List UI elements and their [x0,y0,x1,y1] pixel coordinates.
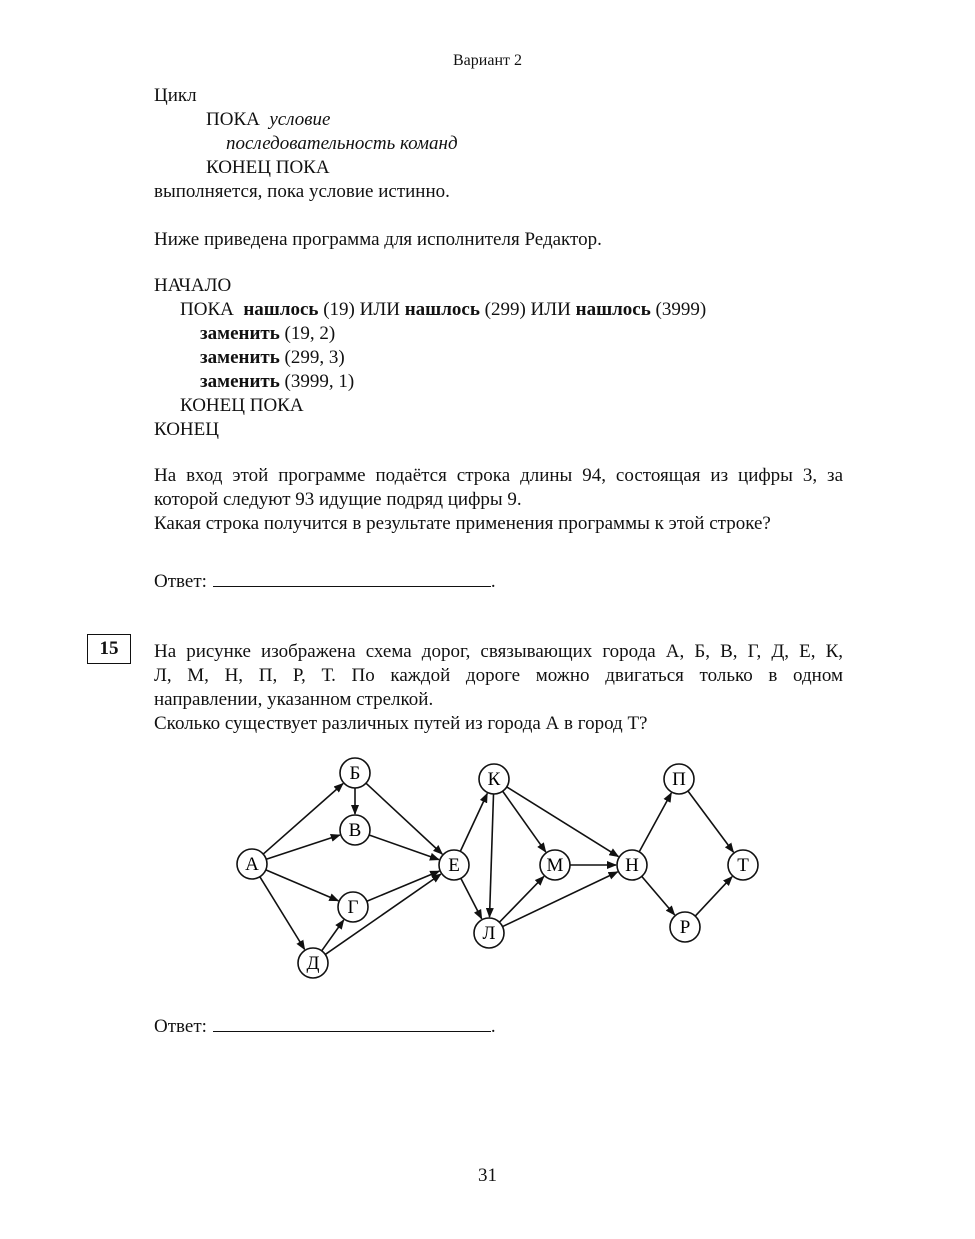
node-label: Т [737,855,749,876]
replace-args-1: (19, 2) [284,323,336,344]
task14-question: Какая строка получится в результате применения программы к этой строке? [154,513,771,534]
node-М [540,850,570,880]
variant-label: Вариант 2 [453,52,522,69]
task15-line-2: Л, М, Н, П, Р, Т. По каждой дороге можно двигаться только в одном [154,665,843,686]
found-1: нашлось [243,299,319,320]
edge-Е-Л [461,878,482,918]
or-2: ИЛИ [530,299,571,320]
task15-line-3: направлении, указанном стрелкой. [154,689,434,710]
replace-kw-2: заменить [200,347,280,368]
node-Н [617,850,647,880]
node-label: Л [482,923,496,944]
while-keyword: ПОКА [206,109,260,130]
task-number-box: 15 [87,634,131,664]
found-arg-3: (3999) [655,299,707,320]
node-Г [338,892,368,922]
edge-Г-Е [367,871,439,901]
edge-А-Г [266,870,338,901]
edge-Р-Т [695,877,732,916]
found-3: нашлось [575,299,651,320]
edge-В-Е [369,835,439,860]
node-label: М [546,855,564,876]
node-label: Б [349,763,361,784]
answer-blank[interactable] [213,1013,491,1032]
node-label: Р [679,917,691,938]
node-Е [439,850,469,880]
node-Л [474,918,504,948]
found-arg-1: (19) [323,299,355,320]
program-intro: Ниже приведена программа для исполнителя Редактор. [154,229,602,250]
edge-А-Д [260,877,305,950]
replace-kw-1: заменить [200,323,280,344]
edge-Н-Р [642,876,675,914]
cycle-title: Цикл [154,85,197,106]
node-Д [298,948,328,978]
node-П [664,764,694,794]
node-label: П [672,769,686,790]
while-kw: ПОКА [180,299,234,320]
task15-answer [154,1013,496,1039]
cycle-explanation: выполняется, пока условие истинно. [154,181,450,202]
edge-К-М [503,791,546,852]
edge-Н-П [639,793,671,852]
node-label: Е [448,855,460,876]
found-arg-2: (299) [484,299,526,320]
answer-label: Ответ: [154,1016,207,1037]
node-label: А [245,854,259,875]
command-sequence: последовательность команд [226,133,458,154]
cycle-end: КОНЕЦ ПОКА [206,157,330,178]
or-1: ИЛИ [359,299,400,320]
replace-args-2: (299, 3) [284,347,345,368]
program-begin: НАЧАЛО [154,275,232,296]
answer-dot: . [490,571,496,592]
node-Т [728,850,758,880]
node-Б [340,758,370,788]
edge-Б-Е [366,783,442,854]
page-number: 31 [478,1165,497,1186]
task15-line-1: На рисунке изображена схема дорог, связывающих города А, Б, В, Г, Д, Е, К, [154,641,843,662]
node-label: К [487,769,501,790]
replace-args-3: (3999, 1) [284,371,355,392]
node-label: Д [306,953,320,974]
node-К [479,764,509,794]
program-end: КОНЕЦ [154,419,219,440]
condition-text: условие [269,109,331,130]
edge-Л-М [499,876,543,922]
edge-А-Б [263,784,343,854]
task14-line-1: На вход этой программе подаётся строка длины 94, состоящая из цифры 3, за [154,465,843,486]
node-label: Н [625,855,639,876]
task15-question: Сколько существует различных путей из города А в город Т? [154,713,648,734]
answer-dot: . [490,1016,496,1037]
program-end-while: КОНЕЦ ПОКА [180,395,304,416]
edge-Л-Н [503,872,618,927]
edge-К-Л [490,794,494,917]
answer-label: Ответ: [154,571,207,592]
edge-Е-К [460,794,487,852]
edge-А-В [266,835,340,859]
node-label: В [348,820,362,841]
node-В [340,815,370,845]
edge-П-Т [688,791,733,852]
node-Р [670,912,700,942]
task14-line-2: которой следуют 93 идущие подряд цифры 9. [154,489,522,510]
edge-Д-Г [322,920,344,951]
replace-kw-3: заменить [200,371,280,392]
node-А [237,849,267,879]
node-label: Г [347,897,359,918]
found-2: нашлось [404,299,480,320]
